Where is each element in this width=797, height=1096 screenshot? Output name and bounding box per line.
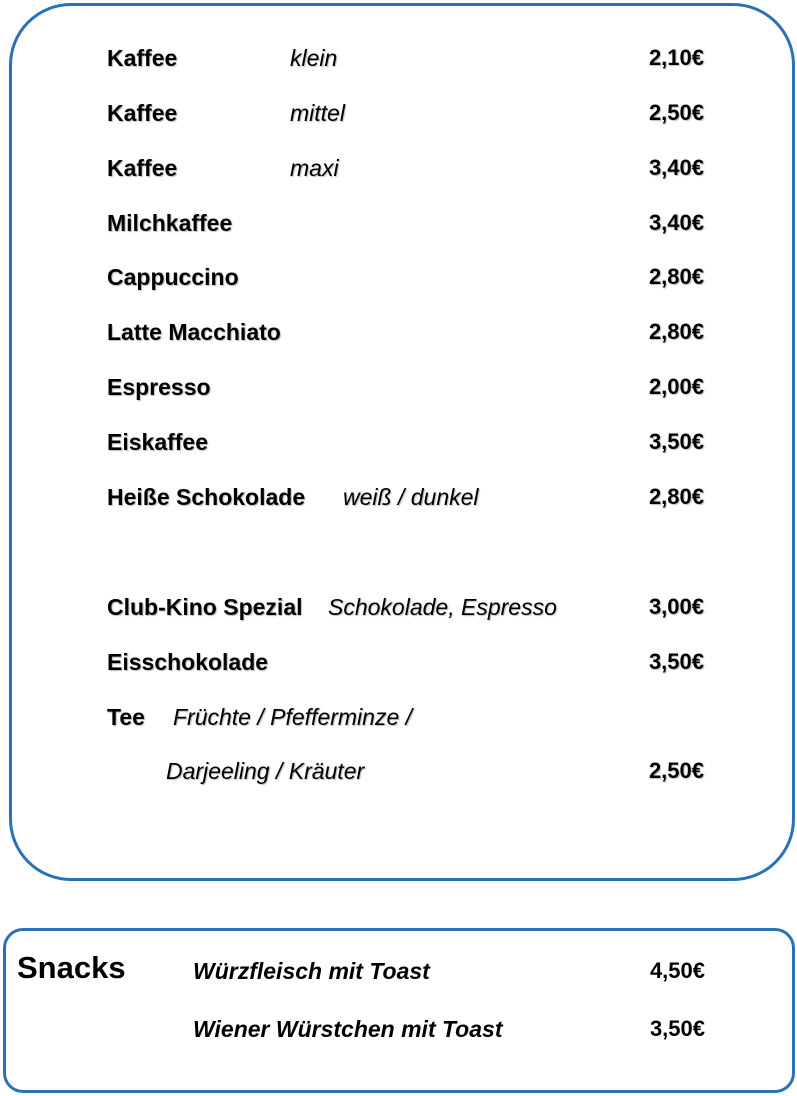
item-price: 2,80€	[648, 319, 704, 344]
item-size: klein	[290, 45, 338, 71]
menu-item-tee-continued	[0, 751, 797, 791]
menu-item-eiskaffee	[0, 422, 797, 462]
snacks-heading: Snacks	[17, 950, 126, 985]
item-price: 3,40€	[648, 210, 704, 235]
item-price: 3,40€	[648, 155, 704, 180]
item-variant: Schokolade, Espresso	[328, 594, 557, 620]
item-name: Milchkaffee	[107, 210, 233, 236]
item-size: mittel	[290, 100, 345, 126]
menu-item-espresso	[0, 367, 797, 407]
item-variant: Früchte / Pfefferminze /	[173, 704, 413, 730]
menu-item-latte-macchiato	[0, 312, 797, 352]
item-price: 2,10€	[648, 45, 704, 70]
item-name: Heiße Schokolade	[107, 484, 306, 510]
snack-item-name: Wiener Würstchen mit Toast	[193, 1016, 503, 1042]
item-size: maxi	[290, 155, 339, 181]
menu-item-cappuccino	[0, 257, 797, 297]
item-variant: Darjeeling / Kräuter	[166, 758, 365, 784]
menu-item-milchkaffee	[0, 203, 797, 243]
snack-item-price: 4,50€	[649, 958, 705, 983]
item-name: Kaffee	[107, 45, 178, 71]
item-price: 3,50€	[648, 429, 704, 454]
menu-item-eisschokolade	[0, 642, 797, 682]
menu-item-tee	[0, 697, 797, 737]
item-price: 2,50€	[648, 758, 704, 783]
item-name: Kaffee	[107, 155, 178, 181]
item-price: 2,80€	[648, 264, 704, 289]
menu-item-kaffee-maxi	[0, 148, 797, 188]
item-name: Latte Macchiato	[107, 319, 281, 345]
item-price: 3,50€	[648, 649, 704, 674]
item-price: 2,00€	[648, 374, 704, 399]
item-name: Eiskaffee	[107, 429, 209, 455]
menu-item-kaffee-mittel	[0, 93, 797, 133]
snack-item-price: 3,50€	[649, 1016, 705, 1041]
item-price: 2,80€	[648, 484, 704, 509]
item-name: Kaffee	[107, 100, 178, 126]
item-price: 3,00€	[648, 594, 704, 619]
item-price: 2,50€	[648, 100, 704, 125]
item-name: Cappuccino	[107, 264, 239, 290]
snack-item-name: Würzfleisch mit Toast	[193, 958, 430, 984]
menu-item-heisse-schokolade	[0, 477, 797, 517]
item-name: Club-Kino Spezial	[107, 594, 303, 620]
item-name: Tee	[107, 704, 145, 730]
menu-item-kaffee-klein	[0, 38, 797, 78]
menu-item-club-kino-spezial	[0, 587, 797, 627]
item-name: Espresso	[107, 374, 211, 400]
item-name: Eisschokolade	[107, 649, 269, 675]
item-variant: weiß / dunkel	[343, 484, 479, 510]
